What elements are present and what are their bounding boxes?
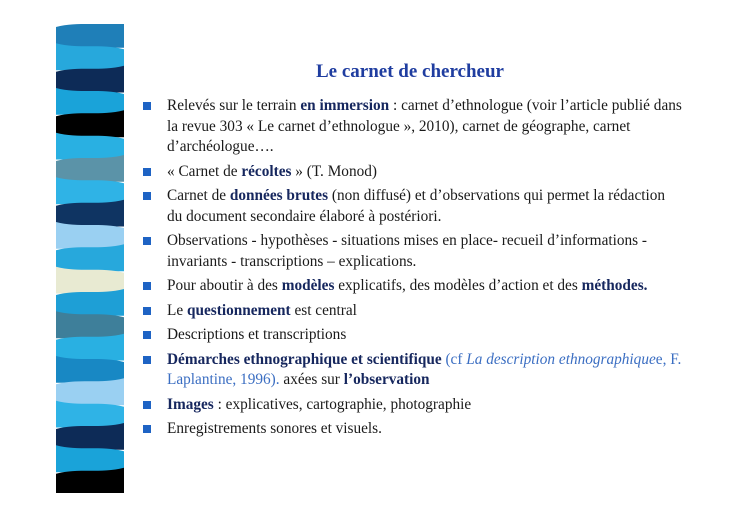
emphasis-text: récoltes	[241, 162, 292, 180]
bullet-item	[143, 276, 683, 297]
bullet-item	[143, 301, 683, 322]
emphasis-text: l’observation	[343, 371, 430, 388]
bullet-item	[143, 186, 683, 227]
bullet-list	[143, 96, 683, 444]
bullet-text: Pour aboutir à des	[167, 277, 282, 294]
bullet-text: : explicatives, cartographie, photographie	[213, 395, 472, 413]
emphasis-text: Images	[167, 395, 214, 413]
square-bullet-icon	[143, 401, 151, 409]
stripe-band	[56, 155, 124, 182]
square-bullet-icon	[143, 168, 151, 176]
wavy-stripes-graphic	[56, 24, 124, 493]
bullet-text: Enregistrements sonores et visuels.	[167, 420, 382, 437]
bullet-text: explicatifs, des modèles d’action et des	[334, 277, 582, 294]
slide-title: Le carnet de chercheur	[315, 61, 504, 82]
bullet-item	[143, 162, 683, 183]
stripe-band	[56, 423, 124, 450]
bullet-item	[143, 395, 683, 416]
bullet-text: Observations - hypothèses - situations mises en place- recueil d’informations - invariants - transcriptions – explications.	[167, 232, 648, 270]
stripe-band	[56, 289, 124, 316]
square-bullet-icon	[143, 307, 151, 315]
bullet-item	[143, 350, 683, 391]
bullet-item	[143, 419, 683, 440]
emphasis-text: données brutes	[229, 187, 329, 204]
bullet-item	[143, 325, 683, 346]
emphasis-text: méthodes.	[581, 277, 648, 294]
bullet-text: : carnet d’ethnologue (voir l’article publié dans la revue 303 « Le carnet d’ethnologue », 2010), carnet de géographe, carnet d’archéologue….	[167, 97, 682, 155]
bullet-text: « Carnet de	[167, 162, 242, 180]
square-bullet-icon	[143, 282, 151, 290]
emphasis-text: questionnement	[186, 301, 291, 319]
emphasis-text: Démarches ethnographique et scientifique	[167, 350, 442, 368]
square-bullet-icon	[143, 192, 151, 200]
bullet-item	[143, 231, 683, 272]
stripe-band	[56, 244, 124, 271]
bullet-text: est central	[290, 301, 357, 319]
square-bullet-icon	[143, 102, 151, 110]
stripe-band	[56, 24, 124, 48]
square-bullet-icon	[143, 356, 151, 364]
bullet-item	[143, 96, 683, 158]
bullet-text: Relevés sur le terrain	[167, 97, 301, 114]
stripe-band	[56, 334, 124, 361]
reference-text: (cf	[441, 350, 467, 368]
stripe-band	[56, 110, 124, 137]
square-bullet-icon	[143, 331, 151, 339]
reference-text: e, F. Laplantine, 1996).	[167, 350, 682, 388]
square-bullet-icon	[143, 237, 151, 245]
bullet-text: (non diffusé) et d’observations qui permet la rédaction du document secondaire élaboré à postériori.	[167, 187, 666, 225]
emphasis-text: en immersion	[300, 97, 390, 114]
bullet-text: Le	[167, 301, 187, 319]
bullet-text: Descriptions et transcriptions	[167, 326, 347, 343]
emphasis-text: modèles	[281, 277, 335, 294]
bullet-text: Carnet de	[167, 187, 230, 204]
reference-text: La description ethnographique	[466, 350, 656, 368]
square-bullet-icon	[143, 425, 151, 433]
decorative-stripe-bar	[56, 24, 124, 493]
bullet-text: axées sur	[279, 371, 344, 388]
stripe-band	[56, 378, 124, 405]
stripe-band	[56, 200, 124, 227]
bullet-text: » (T. Monod)	[291, 162, 377, 180]
stripe-band	[56, 66, 124, 93]
